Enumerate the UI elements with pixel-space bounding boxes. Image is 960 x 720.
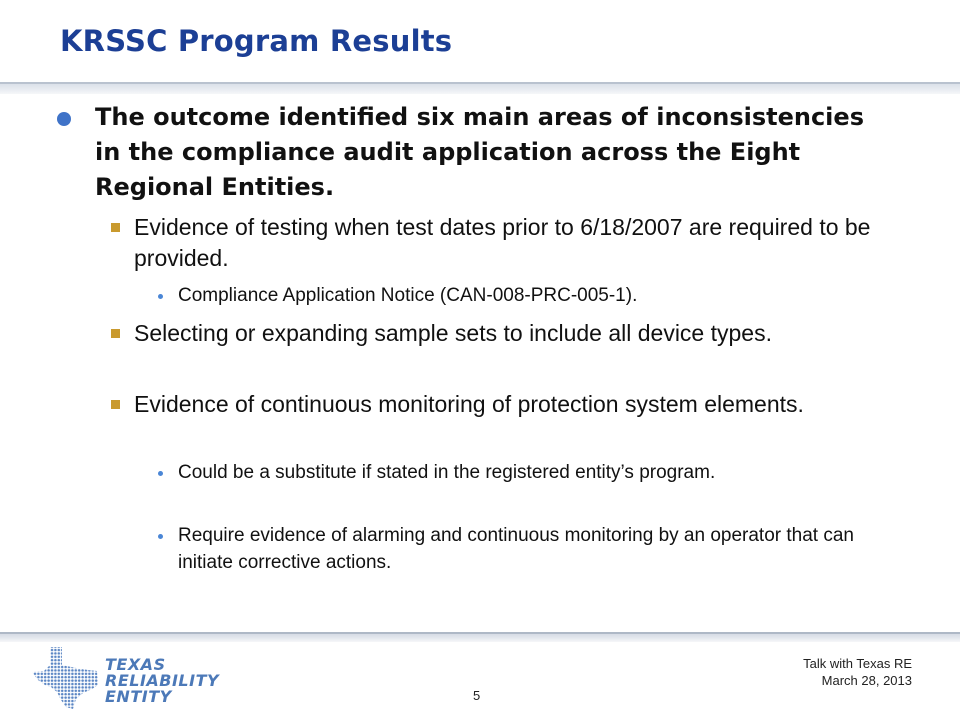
event-label xyxy=(803,655,912,689)
logo-word-reliability: RELIABILITY xyxy=(105,671,220,690)
point-sample-sets: Selecting or expanding sample sets to include all device types. xyxy=(134,320,772,346)
point-continuous-monitoring: Evidence of continuous monitoring of protection system elements. xyxy=(134,391,804,417)
subpoint-substitute: Could be a substitute if stated in the registered entity’s program. xyxy=(178,462,716,483)
event-date: March 28, 2013 xyxy=(821,673,912,688)
event-title: Talk with Texas RE xyxy=(803,656,912,671)
texas-map-icon xyxy=(30,645,104,711)
dot-bullet-icon xyxy=(158,471,163,476)
dot-bullet-icon xyxy=(158,294,163,299)
subpoint-alarming: Require evidence of alarming and continuous monitoring by an operator that can initiate corrective actions. xyxy=(178,525,854,573)
square-bullet-icon xyxy=(111,223,120,232)
page-number: 5 xyxy=(473,688,481,703)
square-bullet-icon xyxy=(111,400,120,409)
slide-title: KRSSC Program Results xyxy=(60,24,453,58)
square-bullet-icon xyxy=(111,329,120,338)
main-point: The outcome identified six main areas of inconsistencies in the compliance audit application across the Eight Regional Entities. xyxy=(95,103,864,201)
point-testing-evidence: Evidence of testing when test dates prior to 6/18/2007 are required to be provided. xyxy=(134,214,871,271)
logo-word-texas: TEXAS xyxy=(105,655,166,674)
subpoint-can-notice: Compliance Application Notice (CAN-008-PRC-005-1). xyxy=(178,285,638,306)
dot-bullet-icon xyxy=(158,534,163,539)
level1-bullet-icon xyxy=(57,112,71,126)
title-divider xyxy=(0,82,960,94)
logo-wordmark xyxy=(105,657,219,705)
footer-divider xyxy=(0,632,960,642)
logo-word-entity: ENTITY xyxy=(105,687,172,706)
